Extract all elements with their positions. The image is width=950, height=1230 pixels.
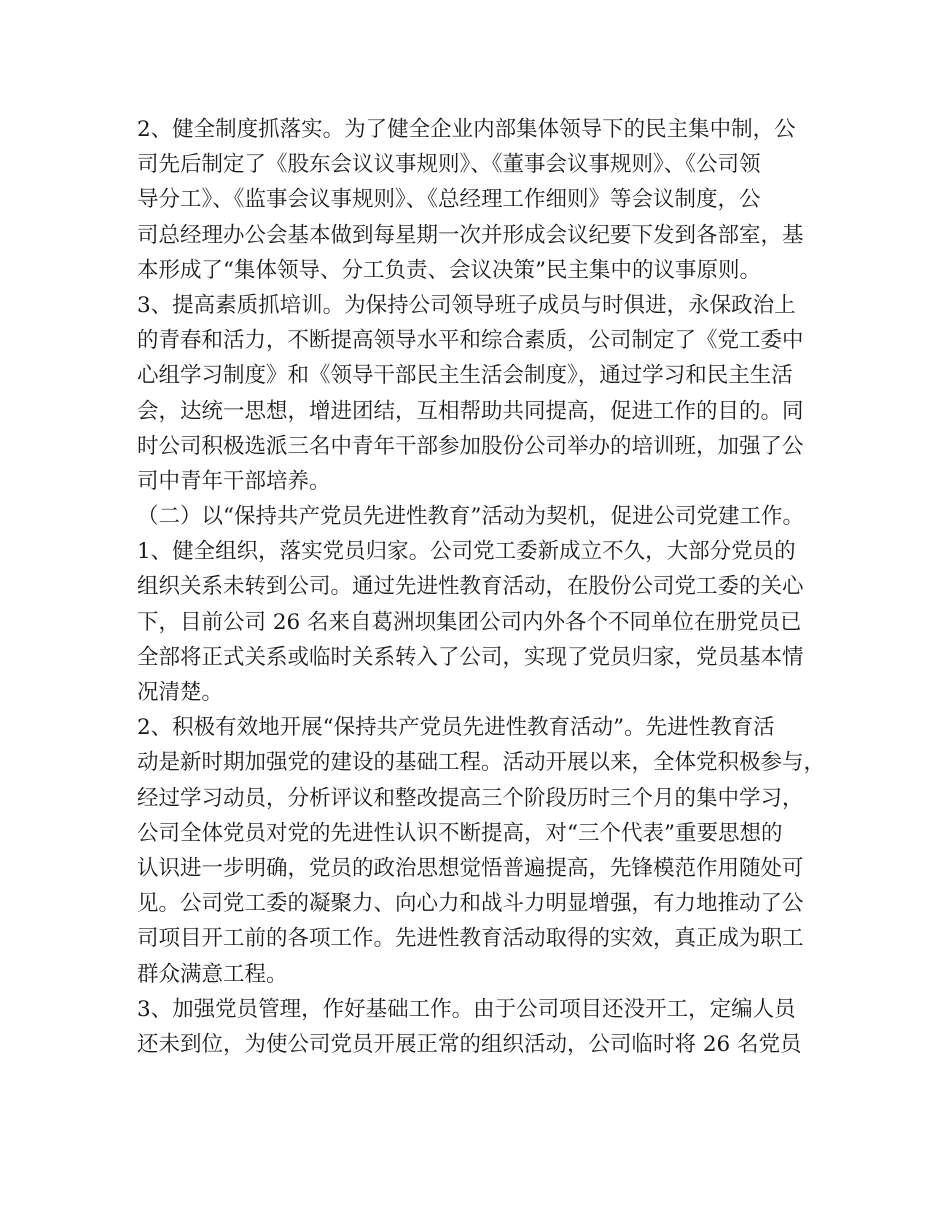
text-line: 公司全体党员对党的先进性认识不断提高，对“三个代表”重要思想的 xyxy=(137,820,783,846)
text-line: 动是新时期加强党的建设的基础工程。活动开展以来，全体党积极参与， xyxy=(137,750,826,776)
text-line: 会，达统一思想，增进团结，互相帮助共同提高，促进工作的目的。同 xyxy=(137,398,804,424)
section-heading: （二）以“保持共产党员先进性教育”活动为契机，促进公司党建工作。 xyxy=(137,504,804,530)
text-line: 况清楚。 xyxy=(137,680,224,705)
text-line: 3、加强党员管理，作好基础工作。由于公司项目还没开工，定编人员 xyxy=(137,996,796,1022)
text-line: 司项目开工前的各项工作。先进性教育活动取得的实效，真正成为职工 xyxy=(137,926,804,952)
text-line: 的青春和活力，不断提高领导水平和综合素质，公司制定了《党工委中 xyxy=(137,328,804,354)
text-line: 3、提高素质抓培训。为保持公司领导班子成员与时俱进，永保政治上 xyxy=(137,292,796,318)
text-line: 时公司积极选派三名中青年干部参加股份公司举办的培训班，加强了公 xyxy=(137,433,804,459)
text-line: 2、健全制度抓落实。为了健全企业内部集体领导下的民主集中制，公 xyxy=(137,117,796,142)
text-line: 群众满意工程。 xyxy=(137,961,288,987)
text-line: 组织关系未转到公司。通过先进性教育活动，在股份公司党工委的关心 xyxy=(137,574,804,600)
text-line: 导分工》、《监事会议事规则》、《总经理工作细则》等会议制度，公 xyxy=(137,187,761,213)
text-line: 认识进一步明确，党员的政治思想觉悟普遍提高，先锋模范作用随处可 xyxy=(137,855,804,881)
text-line: 1、健全组织，落实党员归家。公司党工委新成立不久，大部分党员的 xyxy=(137,539,796,565)
text-line: 心组学习制度》和《领导干部民主生活会制度》，通过学习和民主生活 xyxy=(137,363,793,389)
text-line: 还未到位，为使公司党员开展正常的组织活动，公司临时将 26 名党员 xyxy=(137,1031,802,1057)
text-line: 经过学习动员，分析评议和整改提高三个阶段历时三个月的集中学习， xyxy=(137,785,804,811)
text-line: 司先后制定了《股东会议议事规则》、《董事会议事规则》、《公司领 xyxy=(137,152,761,178)
text-line: 2、积极有效地开展“保持共产党员先进性教育活动”。先进性教育活 xyxy=(137,715,775,741)
text-line: 全部将正式关系或临时关系转入了公司，实现了党员归家，党员基本情 xyxy=(137,644,804,670)
text-line: 下，目前公司 26 名来自葛洲坝集团公司内外各个不同单位在册党员已 xyxy=(137,609,802,635)
text-line: 司中青年干部培养。 xyxy=(137,468,331,494)
text-line: 见。公司党工委的凝聚力、向心力和战斗力明显增强，有力地推动了公 xyxy=(137,891,804,917)
text-line: 本形成了“集体领导、分工负责、会议决策”民主集中的议事原则。 xyxy=(137,257,761,283)
document-body xyxy=(137,112,827,1062)
text-line: 司总经理办公会基本做到每星期一次并形成会议纪要下发到各部室，基 xyxy=(137,222,804,248)
